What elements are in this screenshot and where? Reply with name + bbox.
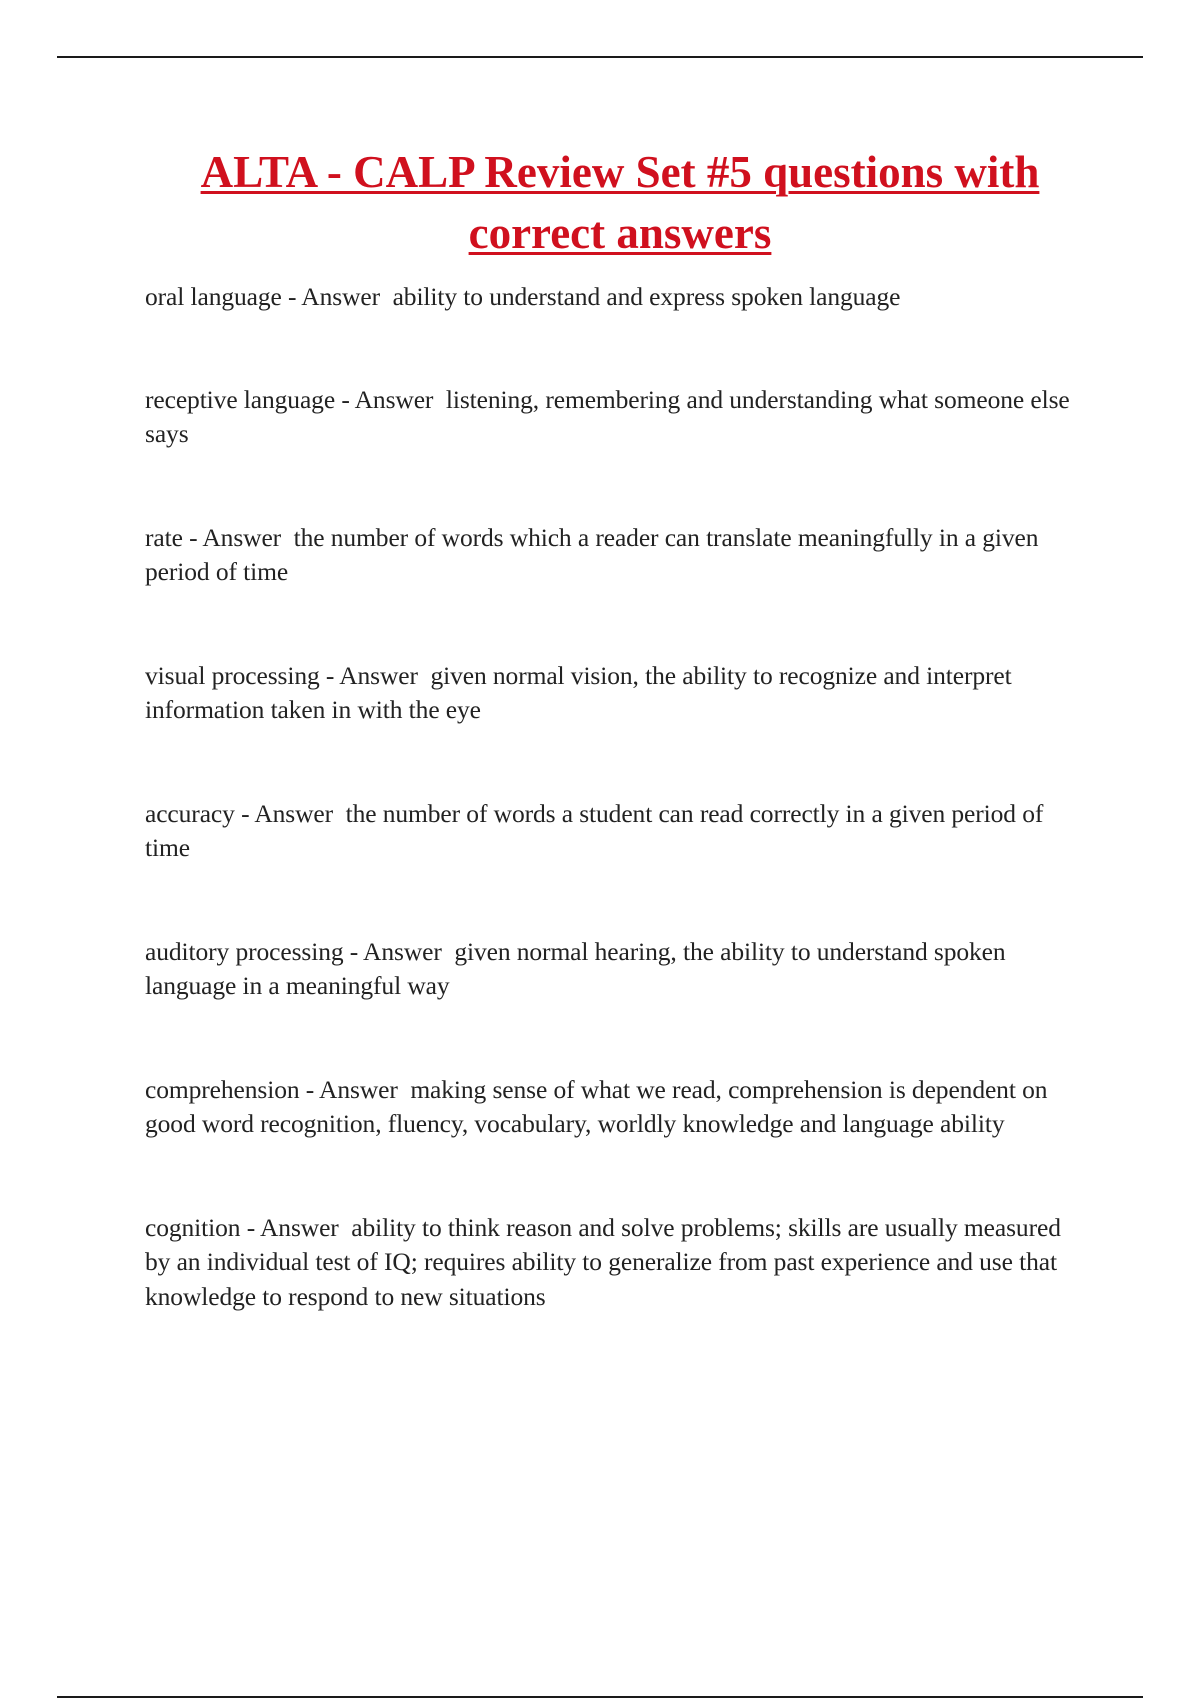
answer-separator: - Answer	[319, 660, 431, 690]
qa-list	[145, 280, 1090, 1383]
qa-term: auditory processing	[145, 936, 344, 966]
qa-entry-cognition	[145, 1211, 1090, 1315]
qa-entry-receptive-language	[145, 383, 1090, 452]
qa-term: rate	[145, 522, 183, 552]
qa-answer: the number of words which a reader can translate meaningfully in a given period of time	[145, 522, 1045, 586]
qa-entry-rate	[145, 521, 1090, 590]
qa-term: receptive language	[145, 384, 336, 414]
qa-answer: ability to think reason and solve problems; skills are usually measured by an individual test of IQ; requires ability to generalize from past experience and use that knowledge to respond to new situations	[145, 1212, 1068, 1311]
qa-answer: the number of words a student can read correctly in a given period of time	[145, 798, 1050, 862]
answer-separator: - Answer	[335, 384, 446, 414]
bottom-rule	[57, 1696, 1143, 1698]
top-rule	[57, 56, 1143, 58]
qa-answer: making sense of what we read, comprehension is dependent on good word recognition, fluency, vocabulary, worldly knowledge and language ability	[145, 1074, 1054, 1138]
qa-answer: listening, remembering and understanding what someone else says	[145, 384, 1076, 448]
qa-term: visual processing	[145, 660, 320, 690]
qa-entry-accuracy	[145, 797, 1090, 866]
qa-answer: given normal vision, the ability to recognize and interpret information taken in with the eye	[145, 660, 1018, 724]
answer-separator: - Answer	[299, 1074, 411, 1104]
qa-entry-visual-processing	[145, 659, 1090, 728]
qa-term: cognition	[145, 1212, 241, 1242]
answer-separator: - Answer	[281, 282, 393, 311]
qa-term: accuracy	[145, 798, 235, 828]
qa-term: oral language	[145, 282, 282, 311]
qa-entry-auditory-processing	[145, 935, 1090, 1004]
answer-separator: - Answer	[234, 798, 346, 828]
document-title: ALTA - CALP Review Set #5 questions with correct answers	[200, 147, 1040, 258]
qa-answer: ability to understand and express spoken language	[392, 282, 901, 311]
qa-entry-oral-language	[145, 280, 1090, 315]
answer-separator: - Answer	[240, 1212, 352, 1242]
qa-term: comprehension	[145, 1074, 300, 1104]
answer-separator: - Answer	[182, 522, 294, 552]
answer-separator: - Answer	[343, 936, 455, 966]
qa-entry-comprehension	[145, 1073, 1090, 1142]
qa-answer: given normal hearing, the ability to understand spoken language in a meaningful way	[145, 936, 1012, 1000]
